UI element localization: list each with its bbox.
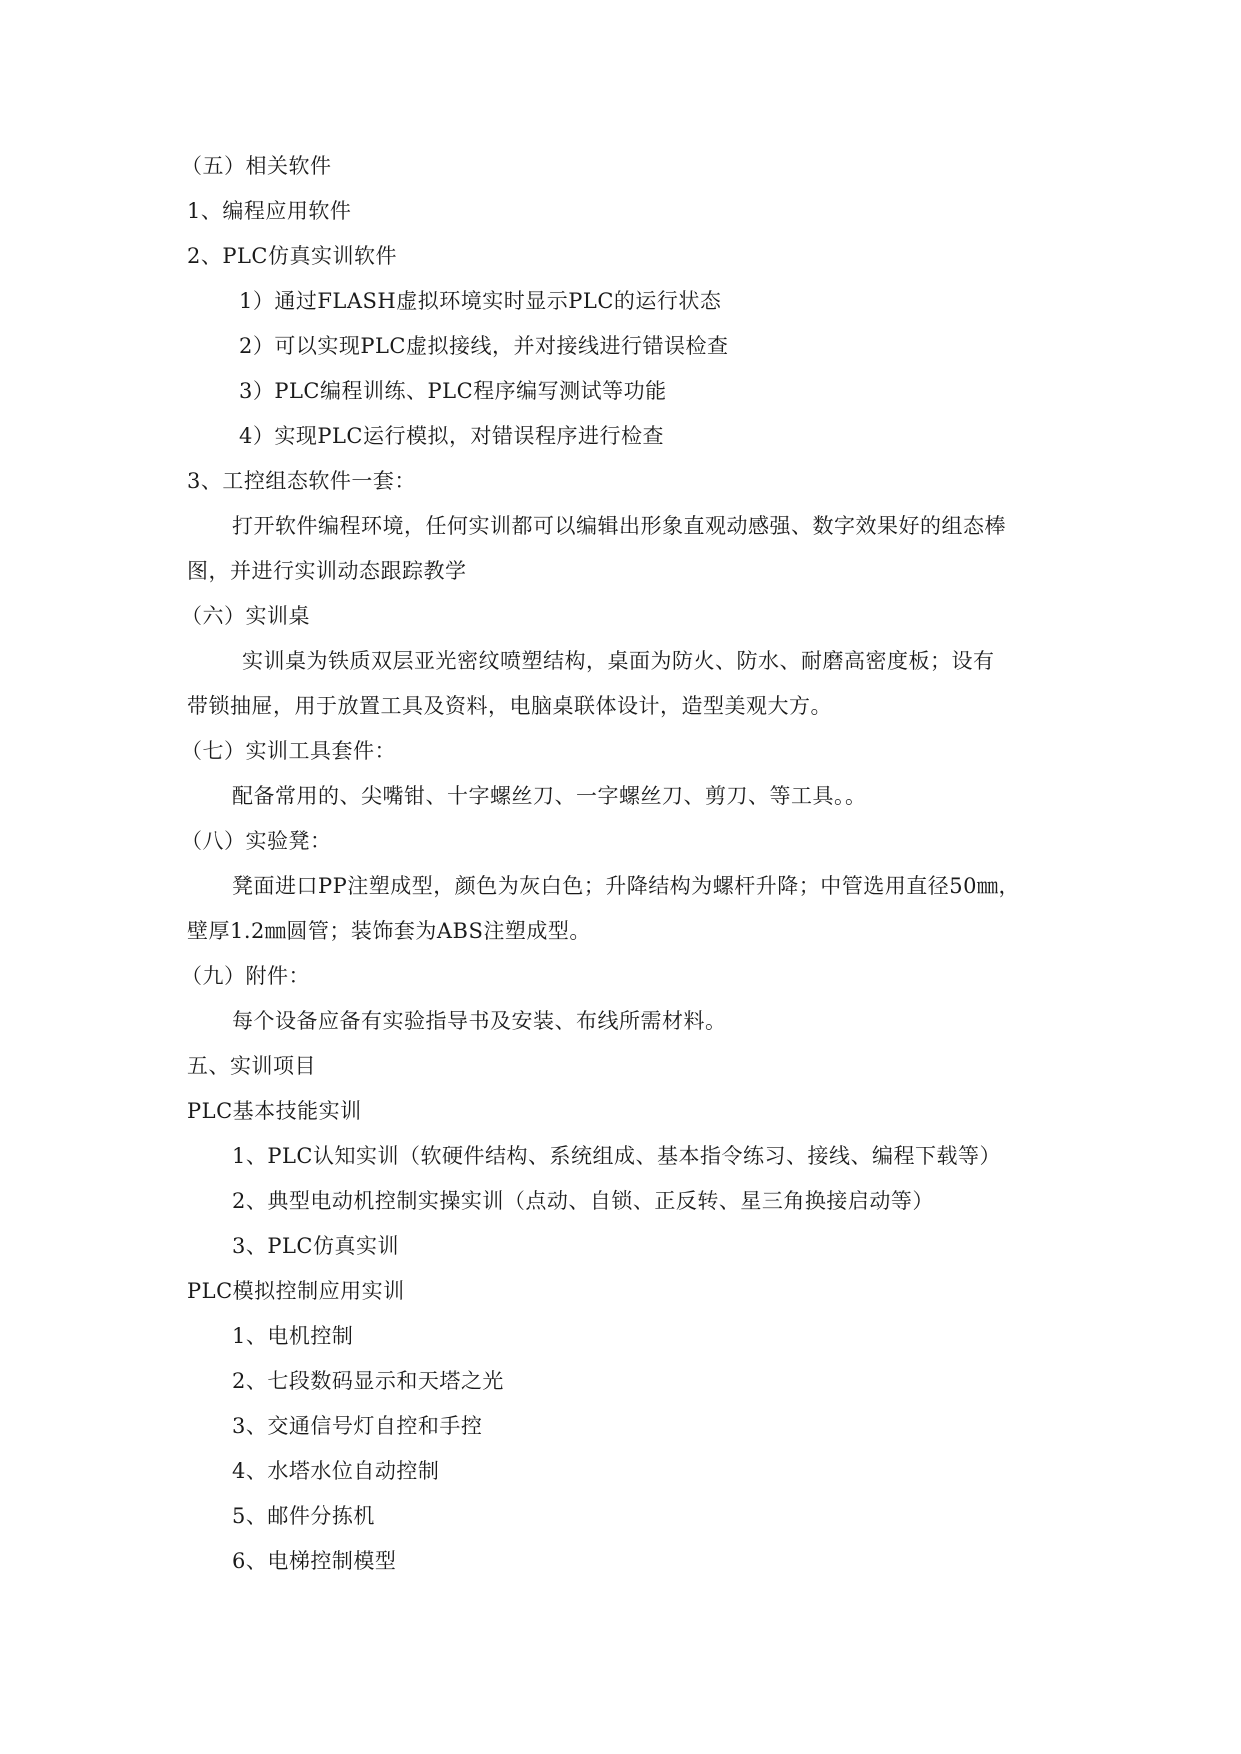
subsection-heading: PLC模拟控制应用实训: [187, 1279, 405, 1303]
paragraph-line: 图，并进行实训动态跟踪教学: [187, 559, 467, 583]
list-item: 4、水塔水位自动控制: [232, 1459, 440, 1483]
list-item: 2、PLC仿真实训软件: [187, 244, 398, 268]
sub-list-item: 4）实现PLC运行模拟，对错误程序进行检查: [239, 424, 665, 448]
section-heading-training-desk: （六）实训桌: [181, 604, 310, 628]
list-item: 1、编程应用软件: [187, 199, 352, 223]
paragraph-line: 凳面进口PP注塑成型，颜色为灰白色；升降结构为螺杆升降；中管选用直径50㎜，: [232, 874, 1020, 898]
paragraph-line: 壁厚1.2㎜圆管；装饰套为ABS注塑成型。: [187, 919, 591, 943]
list-item: 3、工控组态软件一套：: [187, 469, 416, 493]
paragraph-line: 配备常用的、尖嘴钳、十字螺丝刀、一字螺丝刀、剪刀、等工具。。: [232, 784, 867, 808]
subsection-heading: PLC基本技能实训: [187, 1099, 362, 1123]
section-heading-training-items: 五、实训项目: [187, 1054, 316, 1078]
list-item: 6、电梯控制模型: [232, 1549, 397, 1573]
list-item: 1、电机控制: [232, 1324, 354, 1348]
list-item: 1、PLC认知实训（软硬件结构、系统组成、基本指令练习、接线、编程下载等）: [232, 1144, 1002, 1168]
list-item: 5、邮件分拣机: [232, 1504, 375, 1528]
list-item: 2、七段数码显示和天塔之光: [232, 1369, 504, 1393]
sub-list-item: 1）通过FLASH虚拟环境实时显示PLC的运行状态: [239, 289, 722, 313]
paragraph-line: 打开软件编程环境，任何实训都可以编辑出形象直观动感强、数字效果好的组态棒: [232, 514, 1006, 538]
section-heading-stool: （八）实验凳：: [181, 829, 332, 853]
list-item: 3、交通信号灯自控和手控: [232, 1414, 483, 1438]
section-heading-tool-kit: （七）实训工具套件：: [181, 739, 396, 763]
paragraph-line: 实训桌为铁质双层亚光密纹喷塑结构，桌面为防火、防水、耐磨高密度板；设有: [242, 649, 995, 673]
list-item: 2、典型电动机控制实操实训（点动、自锁、正反转、星三角换接启动等）: [232, 1189, 934, 1213]
paragraph-line: 带锁抽屉，用于放置工具及资料，电脑桌联体设计，造型美观大方。: [187, 694, 832, 718]
list-item: 3、PLC仿真实训: [232, 1234, 400, 1258]
paragraph-line: 每个设备应备有实验指导书及安装、布线所需材料。: [232, 1009, 727, 1033]
section-heading-related-software: （五）相关软件: [181, 154, 332, 178]
document-body: [181, 144, 1057, 1584]
section-heading-accessories: （九）附件：: [181, 964, 310, 988]
sub-list-item: 3）PLC编程训练、PLC程序编写测试等功能: [239, 379, 667, 403]
sub-list-item: 2）可以实现PLC虚拟接线，并对接线进行错误检查: [239, 334, 729, 358]
